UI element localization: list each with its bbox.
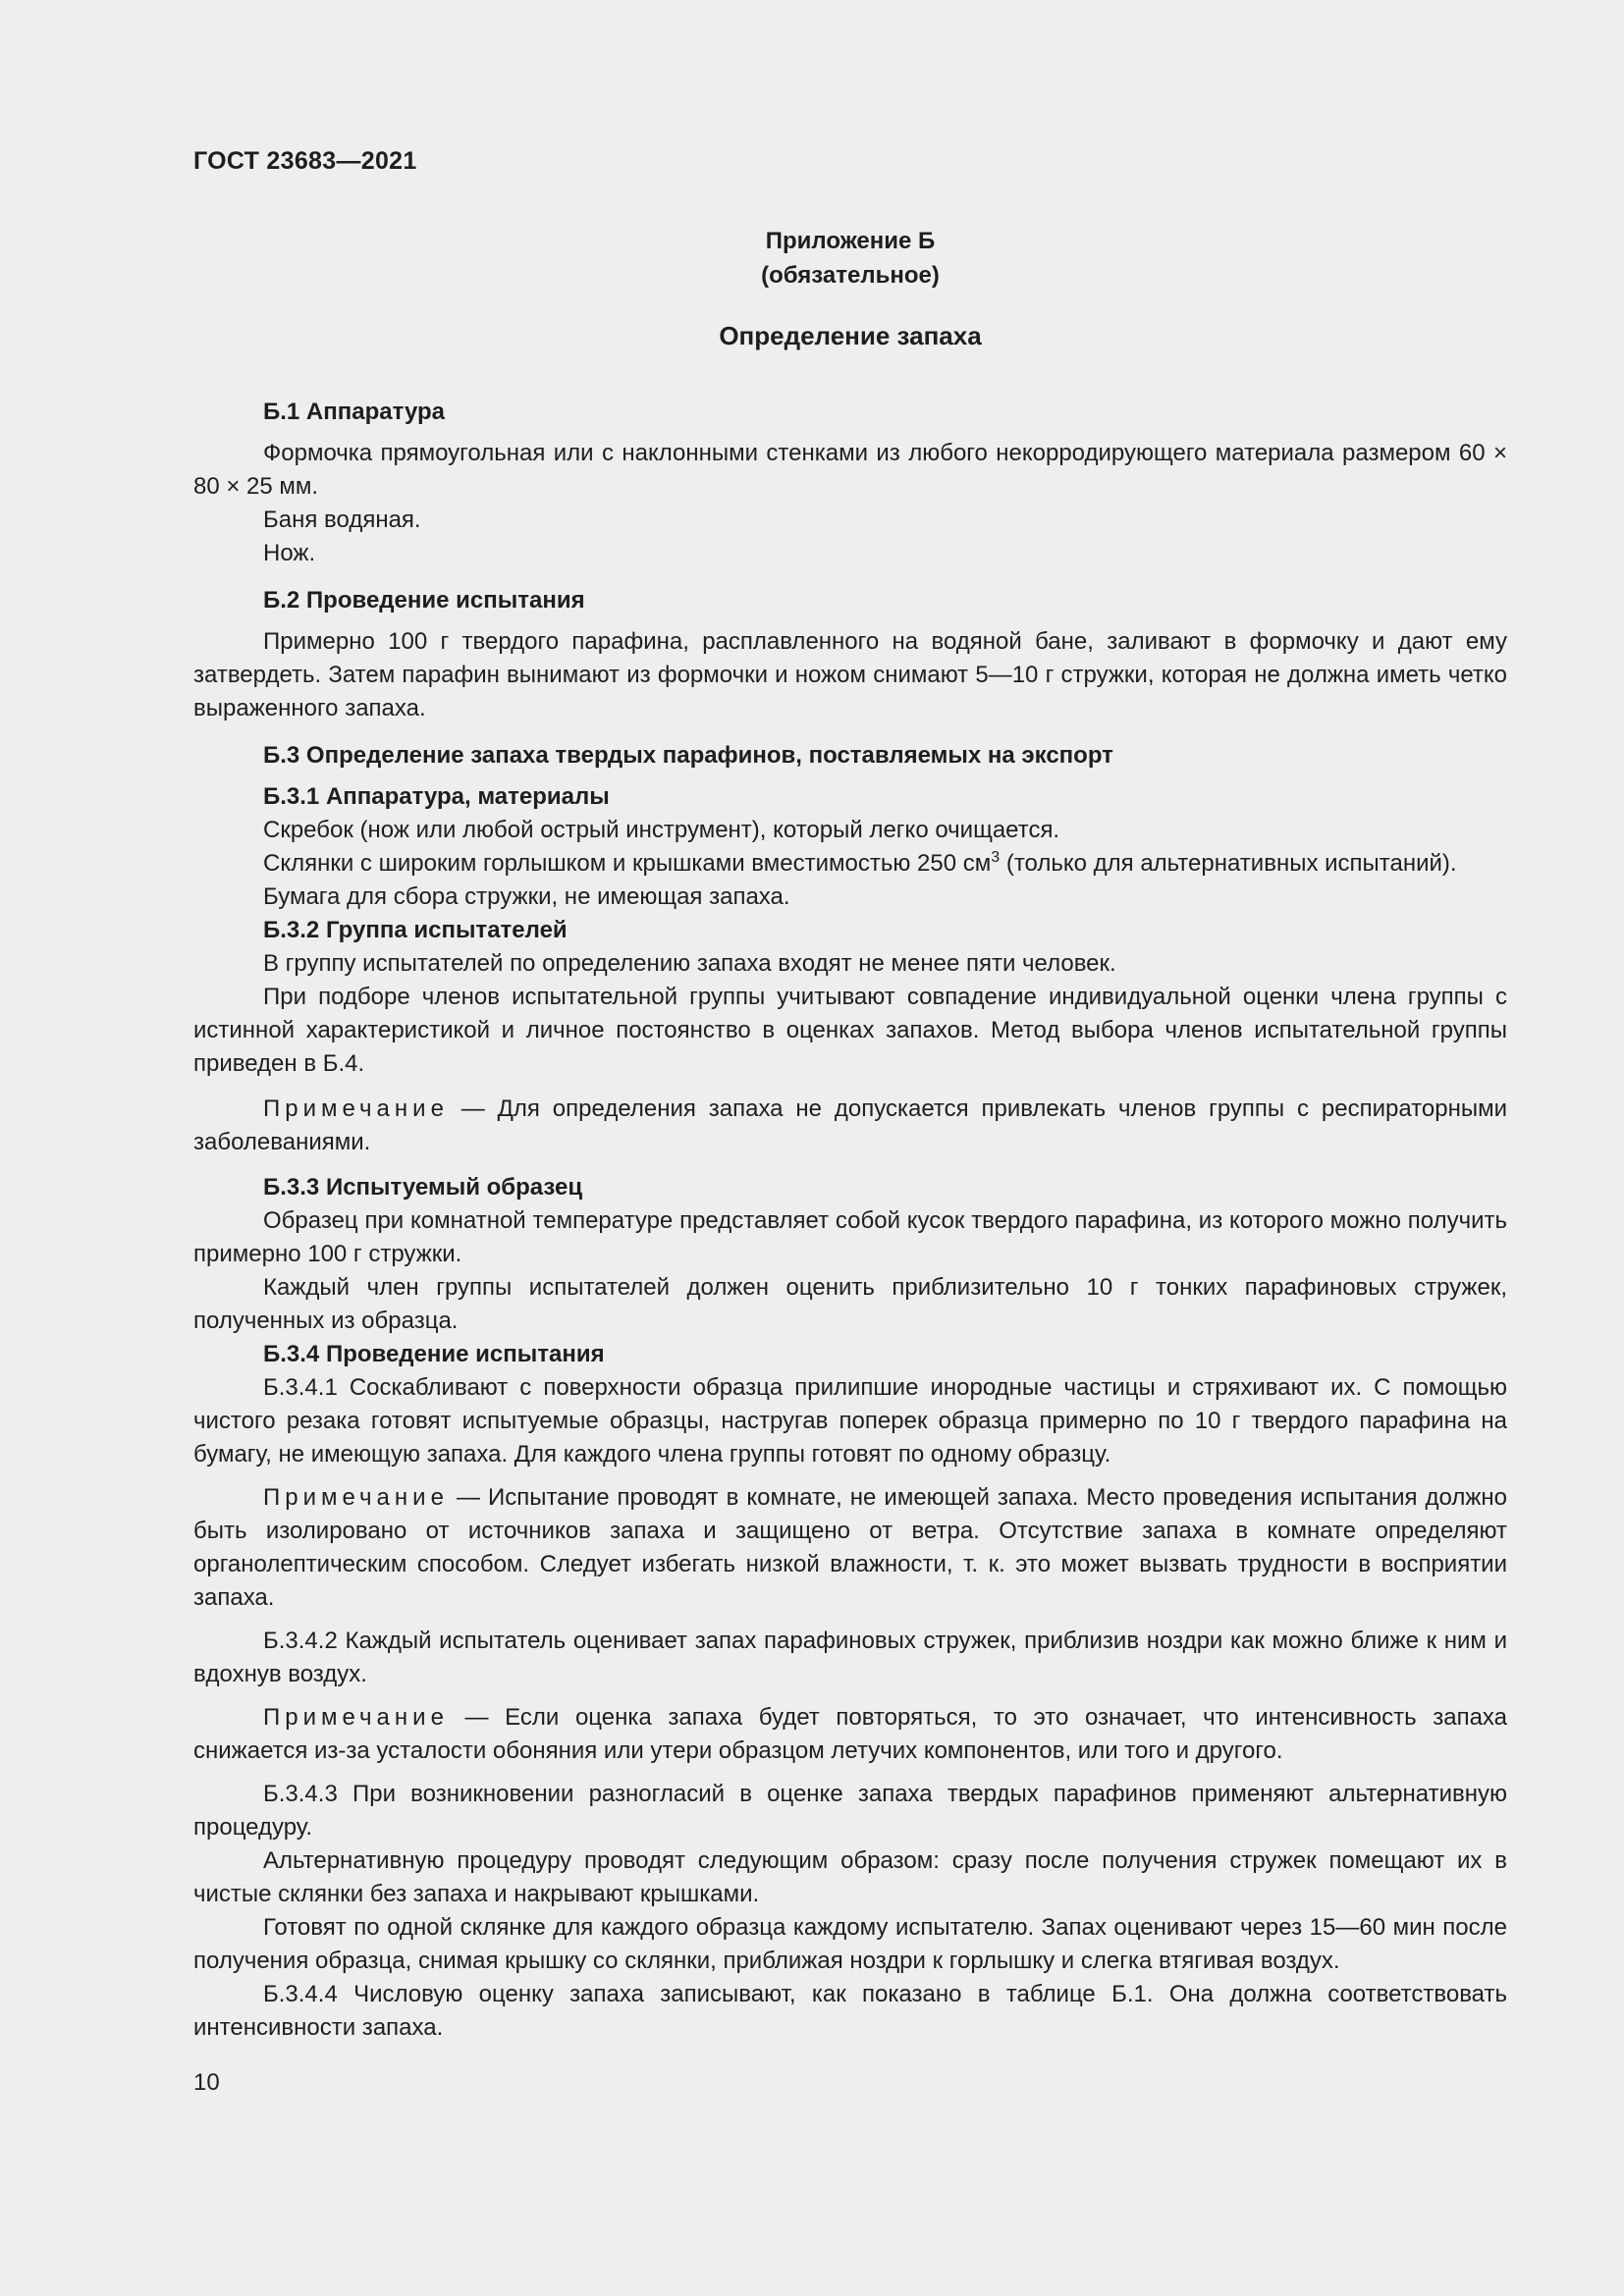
appendix-status: (обязательное) <box>761 262 940 289</box>
paragraph: Нож. <box>263 540 316 566</box>
section-b1-heading: Б.1 Аппаратура <box>263 399 446 425</box>
note: Примечание — Испытание проводят в комнате, не имеющей запаха. Место проведения испытания должно быть изолировано от источников запаха и защищено от ветра. Отсутствие запаха в комнате определяют органолептическим способом. Следует избегать низкой влажности, т. к. это может вызвать трудности в восприятии запаха. <box>193 1484 1507 1611</box>
paragraph: Каждый член группы испытателей должен оценить приблизительно 10 г тонких парафиновых стружек, полученных из образца. <box>193 1274 1507 1334</box>
note-label: Примечание <box>263 1484 449 1511</box>
section-b3-heading: Б.3 Определение запаха твердых парафинов, поставляемых на экспорт <box>263 742 1113 769</box>
paragraph: Образец при комнатной температуре представляет собой кусок твердого парафина, из которого можно получить примерно 100 г стружки. <box>193 1207 1507 1267</box>
paragraph: Б.3.4.2 Каждый испытатель оценивает запах парафиновых стружек, приблизив ноздри как можно ближе к ним и вдохнув воздух. <box>193 1628 1507 1687</box>
paragraph: Готовят по одной склянке для каждого образца каждому испытателю. Запах оценивают через 15—60 мин после получения образца, снимая крышку со склянки, приближая ноздри к горлышку и слегка втягивая воздух. <box>193 1914 1507 1974</box>
note: Примечание — Если оценка запаха будет повторяться, то это означает, что интенсивность запаха снижается из-за усталости обоняния или утери образцом летучих компонентов, или того и другого. <box>193 1704 1507 1764</box>
paragraph: Бумага для сбора стружки, не имеющая запаха. <box>263 883 790 910</box>
paragraph: Склянки с широким горлышком и крышками вместимостью 250 $см^3$ (только для альтернативных испытаний). <box>263 849 1457 877</box>
paragraph: Б.3.4.4 Числовую оценку запаха записывают, как показано в таблице Б.1. Она должна соответствовать интенсивности запаха. <box>193 1981 1507 2041</box>
paragraph: Альтернативную процедуру проводят следующим образом: сразу после получения стружек помещают их в чистые склянки без запаха и накрывают крышками. <box>193 1847 1507 1907</box>
superscript: 3 <box>991 849 1001 866</box>
paragraph: Б.3.4.1 Соскабливают с поверхности образца прилипшие инородные частицы и стряхивают их. С помощью чистого резака готовят испытуемые образцы, настругав поперек образца примерно по 10 г твердого парафина на бумагу, не имеющую запаха. Для каждого члена группы готовят по одному образцу. <box>193 1374 1507 1468</box>
appendix-topic: Определение запаха <box>719 321 982 350</box>
note: Примечание — Для определения запаха не допускается привлекать членов группы с респираторными заболеваниями. <box>193 1095 1507 1155</box>
note-label: Примечание <box>263 1095 449 1122</box>
page-content <box>193 224 1507 2045</box>
paragraph: Баня водяная. <box>263 507 421 533</box>
appendix-title: Приложение Б <box>765 228 936 254</box>
subsection-b33-heading: Б.3.3 Испытуемый образец <box>263 1174 583 1201</box>
paragraph: Формочка прямоугольная или с наклонными стенками из любого некорродирующего материала размером 60 × 80 × 25 мм. <box>193 440 1507 500</box>
subsection-b31-heading: Б.3.1 Аппаратура, материалы <box>263 783 610 810</box>
page-number: 10 <box>193 2069 220 2096</box>
paragraph: Б.3.4.3 При возникновении разногласий в оценке запаха твердых парафинов применяют альтернативную процедуру. <box>193 1781 1507 1841</box>
paragraph: В группу испытателей по определению запаха входят не менее пяти человек. <box>263 950 1116 977</box>
paragraph: При подборе членов испытательной группы учитывают совпадение индивидуальной оценки члена группы с истинной характеристикой и личное постоянство в оценках запахов. Метод выбора членов испытательной группы приведен в Б.4. <box>193 984 1507 1077</box>
paragraph: Скребок (нож или любой острый инструмент), который легко очищается. <box>263 817 1060 843</box>
subsection-b32-heading: Б.3.2 Группа испытателей <box>263 917 568 943</box>
section-b2-heading: Б.2 Проведение испытания <box>263 587 585 614</box>
paragraph: Примерно 100 г твердого парафина, расплавленного на водяной бане, заливают в формочку и дают ему затвердеть. Затем парафин вынимают из формочки и ножом снимают 5—10 г стружки, которая не должна иметь четко выраженного запаха. <box>193 628 1507 721</box>
note-label: Примечание <box>263 1704 449 1731</box>
document-code: ГОСТ 23683—2021 <box>193 147 417 175</box>
subsection-b34-heading: Б.3.4 Проведение испытания <box>263 1341 605 1367</box>
